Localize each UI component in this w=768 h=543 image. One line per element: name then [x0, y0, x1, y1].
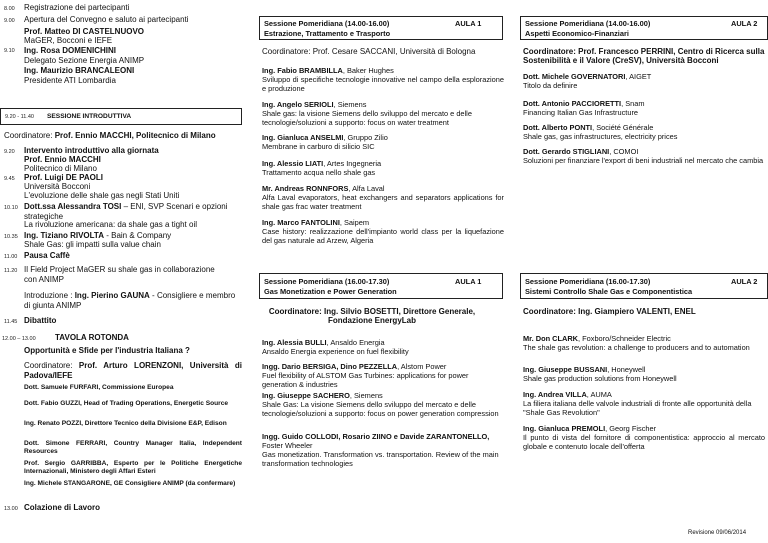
session-header-box	[259, 273, 503, 299]
item-speaker-line: Dott.ssa Alessandra TOSI – ENI, SVP Scenari e opzioni strategiche	[24, 202, 228, 221]
session-header-box	[520, 16, 768, 40]
round-table-subtitle: Opportunità e Sfide per l'industria Italiana ?	[24, 346, 190, 355]
registration-text: Registrazione dei partecipanti	[24, 3, 130, 12]
session-room: AULA 2	[731, 277, 758, 286]
speaker-name: Ing. Maurizio BRANCALEONI	[24, 66, 135, 75]
panelist: Ing. Renato POZZI, Direttore Tecnico della Divisione E&P, Edison	[24, 420, 227, 427]
speaker-role: Presidente ATI Lombardia	[24, 76, 116, 85]
session-header-box	[520, 273, 768, 299]
item-speaker-line: Ing. Tiziano RIVOLTA - Bain & Company	[24, 231, 172, 240]
coffee-break: Pausa Caffè	[24, 251, 70, 260]
talk-entry: Ing. Alessia BULLI, Ansaldo Energia Ansaldo Energia experience on fuel flexibility	[262, 338, 409, 356]
talk-entry: Ingg. Guido COLLODI, Rosario ZIINO e Davide ZARANTONELLO, Foster Wheeler Gas monetization. Transformation vs. transportation. Review of the main transformation technologies	[262, 432, 499, 468]
session-room: AULA 1	[455, 19, 482, 28]
round-table-coordinator: Coordinatore: Prof. Arturo LORENZONI, Università di Padova/IEFE	[24, 361, 242, 380]
session-subtitle: Aspetti Economico-Finanziari	[525, 29, 629, 38]
talk-entry: Ingg. Dario BERSIGA, Dino PEZZELLA, Alstom Power Fuel flexibility of ALSTOM Gas Turbines: applications for power generation & industries	[262, 362, 469, 389]
opening-text: Apertura del Convegno e saluto ai partecipanti	[24, 15, 189, 24]
time-label: 9.10	[4, 48, 15, 54]
session-title: Sessione Pomeridiana (16.00-17.30)	[525, 277, 651, 286]
intro-session-title: SESSIONE INTRODUTTIVA	[47, 113, 132, 120]
time-opening: 9.00	[4, 18, 15, 24]
talk-entry: Ing. Gianluca ANSELMI, Gruppo Zilio Membrane in carburo di silicio SIC	[262, 133, 388, 151]
speaker-name: Ing. Rosa DOMENICHINI	[24, 46, 117, 55]
item-affiliation: Università Bocconi	[24, 182, 91, 191]
panelist: Dott. Simone FERRARI, Country Manager Italia, Independent Resources	[24, 440, 242, 456]
session-coordinator: Coordinatore: Ing. Silvio BOSETTI, Direttore Generale, Fondazione EnergyLab	[268, 307, 476, 325]
session-room: AULA 1	[455, 277, 482, 286]
time-label: 11.20	[4, 268, 18, 274]
speaker-name: Prof. Matteo DI CASTELNUOVO	[24, 27, 145, 36]
talk-entry: Dott. Gerardo STIGLIANI, COMOI Soluzioni per finanziare l'export di beni industriali nel mercato che cambia	[523, 147, 764, 165]
time-label: 10.35	[4, 234, 18, 240]
talk-entry: Mr. Andreas RONNFORS, Alfa Laval Alfa Laval evaporators, heat exchangers and separators applications for shale gas frac water treatment	[262, 184, 504, 211]
talk-entry: Dott. Michele GOVERNATORI, AIGET Titolo da definire	[523, 72, 652, 90]
time-registration: 8.00	[4, 6, 15, 12]
panelist: Dott. Samuele FURFARI, Commissione Europea	[24, 384, 174, 391]
time-label: 11.45	[4, 319, 18, 325]
session-title: Sessione Pomeridiana (14.00-16.00)	[264, 19, 390, 28]
debate-label: Dibattito	[24, 316, 57, 325]
time-label: 13.00	[4, 506, 18, 512]
round-table-title: TAVOLA ROTONDA	[55, 333, 129, 342]
item-speaker: Prof. Luigi DE PAOLI	[24, 173, 103, 182]
panelist: Dott. Fabio GUZZI, Head of Trading Operations, Energetic Source	[24, 400, 229, 407]
time-label: 9.20 - 11.40	[5, 114, 34, 120]
talk-entry: Ing. Gianluca PREMOLI, Georg Fischer Il punto di vista del fornitore di componentistica: approccio al mercato globale e contenuto locale dell'offerta	[523, 424, 765, 451]
panelist: Prof. Sergio GARRIBBA, Esperto per le Politiche Energetiche Internazionali, Ministero degli Affari Esteri	[24, 460, 242, 476]
talk-entry: Ing. Giuseppe BUSSANI, Honeywell Shale gas production solutions from Honeywell	[523, 365, 677, 383]
revision-date: Revisione 09/06/2014	[688, 530, 747, 536]
item-affiliation: Politecnico di Milano	[24, 164, 97, 173]
talk-entry: Ing. Fabio BRAMBILLA, Baker Hughes Sviluppo di specifiche tecnologie innovative nel campo della esplorazione e produzione	[262, 66, 504, 93]
session-subtitle: Estrazione, Trattamento e Trasporto	[264, 29, 391, 38]
time-label: 12.00 – 13.00	[2, 336, 36, 342]
talk-entry: Ing. Andrea VILLA, AUMA La filiera italiana delle valvole industriali di fronte alle opportunità della "Shale Gas Revolution"	[523, 390, 752, 417]
item-speaker: Prof. Ennio MACCHI	[24, 155, 101, 164]
intro-session-box	[0, 108, 242, 125]
item-title: Intervento introduttivo alla giornata	[24, 146, 159, 155]
item-talk: L'evoluzione delle shale gas negli Stati Uniti	[24, 191, 180, 200]
session-room: AULA 2	[731, 19, 758, 28]
field-intro: Introduzione : Ing. Pierino GAUNA - Consigliere e membro di giunta ANIMP	[24, 291, 236, 310]
lunch-label: Colazione di Lavoro	[24, 503, 101, 512]
talk-entry: Ing. Angelo SERIOLI, Siemens Shale gas: la visione Siemens dello sviluppo del mercato e delle tecnologie/soluzioni a supporto: focus on water treatment	[262, 100, 472, 127]
talk-entry: Dott. Antonio PACCIORETTI, Snam Financing Italian Gas Infrastructure	[523, 99, 645, 117]
talk-entry: Dott. Alberto PONTI, Société Générale Shale gas, gas infrastructures, electricity prices	[523, 123, 678, 141]
session-header-box	[259, 16, 503, 40]
session-title: Sessione Pomeridiana (16.00-17.30)	[264, 277, 390, 286]
talk-entry: Ing. Alessio LIATI, Artes Ingegneria Trattamento acqua nello shale gas	[262, 159, 382, 177]
time-label: 11.00	[4, 254, 18, 260]
session-subtitle: Sistemi Controllo Shale Gas e Componentistica	[525, 287, 693, 296]
time-label: 10.10	[4, 205, 18, 211]
item-talk: Shale Gas: gli impatti sulla value chain	[24, 240, 161, 249]
field-project-text: Il Field Project MaGER su shale gas in collaborazione con ANIMP	[24, 265, 215, 284]
talk-entry: Ing. Giuseppe SACHERO, Siemens Shale Gas: La visione Siemens dello sviluppo del mercato e delle tecnologie/soluzioni a supporto: focus on power generation compression	[262, 391, 499, 418]
time-label: 9.20	[4, 149, 15, 155]
session-coordinator: Coordinatore: Ing. Giampiero VALENTI, ENEL	[523, 307, 696, 316]
panelist: Ing. Michele STANGARONE, GE Consigliere ANIMP (da confermare)	[24, 480, 236, 487]
speaker-role: MaGER, Bocconi e IEFE	[24, 36, 113, 45]
item-talk: La rivoluzione americana: da shale gas a tight oil	[24, 220, 197, 229]
session-coordinator: Coordinatore: Prof. Francesco PERRINI, Centro di Ricerca sulla Sostenibilità e il Valore (CreSV), Università Bocconi	[523, 47, 765, 65]
talk-entry: Mr. Don CLARK, Foxboro/Schneider Electric The shale gas revolution: a challenge to producers and to automation	[523, 334, 750, 352]
session-subtitle: Gas Monetization e Power Generation	[264, 287, 397, 296]
session-title: Sessione Pomeridiana (14.00-16.00)	[525, 19, 651, 28]
intro-coordinator: Coordinatore: Prof. Ennio MACCHI, Politecnico di Milano	[4, 131, 216, 140]
talk-entry: Ing. Marco FANTOLINI, Saipem Case history: realizzazione dell'impianto world class per la liquefazione del gas naturale ad Arzew, Algeria	[262, 218, 504, 245]
speaker-role: Delegato Sezione Energia ANIMP	[24, 56, 145, 65]
time-label: 9.45	[4, 176, 15, 182]
session-coordinator: Coordinatore: Prof. Cesare SACCANI, Università di Bologna	[262, 47, 476, 56]
